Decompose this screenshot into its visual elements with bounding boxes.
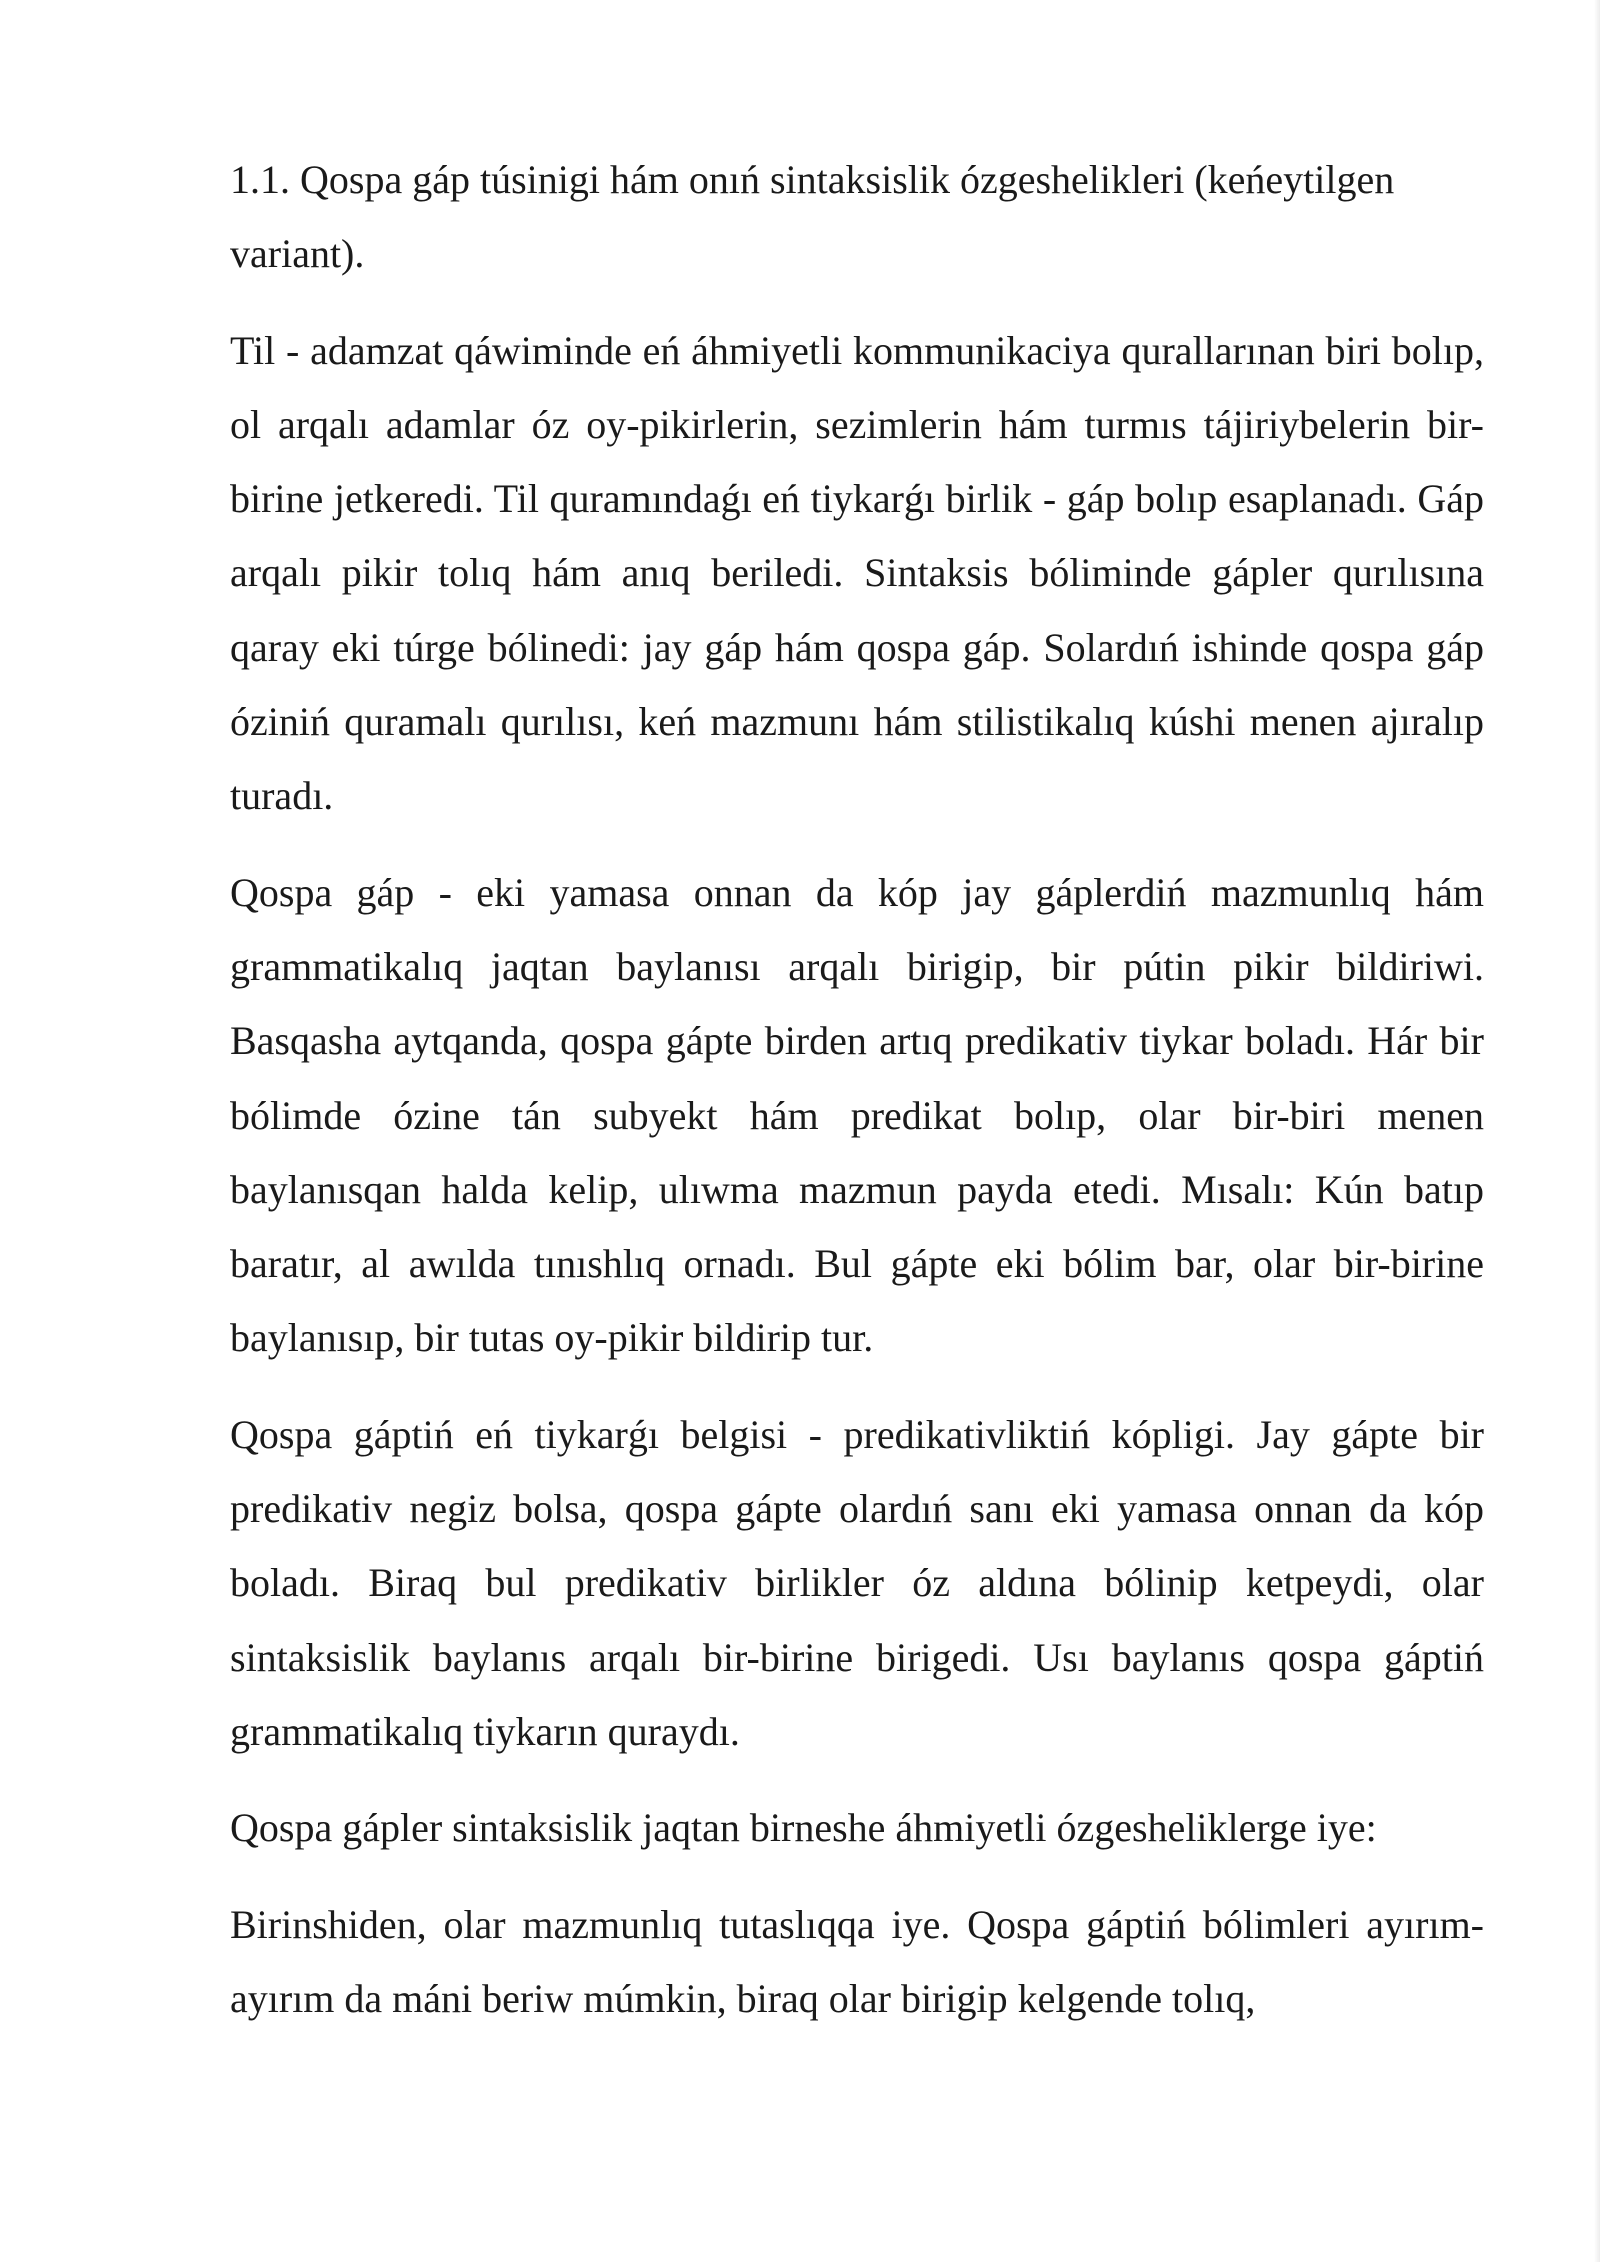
paragraph-2: Qospa gáp - eki yamasa onnan da kóp jay gáplerdiń mazmunlıq hám grammatikalıq jaqtan baylanısı arqalı birigip, bir pútin pikir bildiriwi. Basqasha aytqanda, qospa gápte birden artıq predikativ tiykar boladı. Hár bir bólimde ózine tán subyekt hám predikat bolıp, olar bir-biri menen baylanısqan halda kelip, ulıwma mazmun payda etedi. Mısalı: Kún batıp baratır, al awılda tınıshlıq ornadı. Bul gápte eki bólim bar, olar bir-birine baylanısıp, bir tutas oy-pikir bildirip tur. bbox=[230, 869, 1484, 1361]
paragraph-3: Qospa gáptiń eń tiykarǵı belgisi - predikativliktiń kópligi. Jay gápte bir predikativ negiz bolsa, qospa gápte olardıń sanı eki yamasa onnan da kóp boladı. Biraq bul predikativ birlikler óz aldına bólinip ketpeydi, olar sintaksislik baylanıs arqalı bir-birine birigedi. Usı baylanıs qospa gáptiń grammatikalıq tiykarın quraydı. bbox=[230, 1411, 1484, 1754]
section-heading: 1.1. Qospa gáp túsinigi hám onıń sintaksislik ózgeshelikleri (keńeytilgen variant). bbox=[230, 157, 1395, 277]
document-body bbox=[230, 143, 1484, 2058]
paragraph-5: Birinshiden, olar mazmunlıq tutaslıqqa iye. Qospa gáptiń bólimleri ayırım-ayırım da máni beriw múmkin, biraq olar birigip kelgende tolıq, bbox=[230, 1901, 1484, 2021]
page-edge-shadow bbox=[1594, 0, 1600, 2262]
paragraph-4: Qospa gápler sintaksislik jaqtan birneshe áhmiyetli ózgesheliklerge iye: bbox=[230, 1805, 1377, 1851]
paragraph-1: Til - adamzat qáwiminde eń áhmiyetli kommunikaciya qurallarınan biri bolıp, ol arqalı adamlar óz oy-pikirlerin, sezimlerin hám turmıs tájiriybelerin bir-birine jetkeredi. Til quramındaǵı eń tiykarǵı birlik - gáp bolıp esaplanadı. Gáp arqalı pikir tolıq hám anıq beriledi. Sintaksis bóliminde gápler qurılısına qaray eki túrge bólinedi: jay gáp hám qospa gáp. Solardıń ishinde qospa gáp óziniń quramalı qurılısı, keń mazmunı hám stilistikalıq kúshi menen ajıralıp turadı. bbox=[230, 327, 1484, 819]
